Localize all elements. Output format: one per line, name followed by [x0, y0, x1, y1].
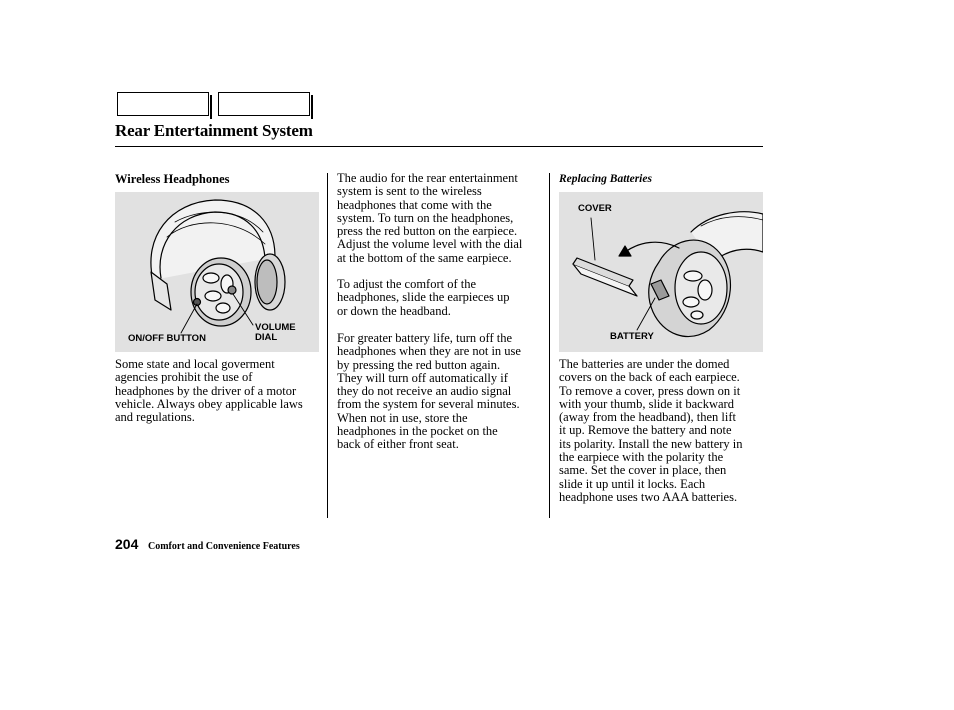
text-line: the earpiece with the polarity the [559, 450, 724, 465]
text-line: To adjust the comfort of the [337, 277, 477, 291]
text-line: or down the headband. [337, 303, 451, 318]
text-line: vehicle. Always obey applicable laws [115, 396, 303, 411]
text-line: covers on the back of each earpiece. [559, 370, 740, 385]
battery-label: BATTERY [610, 331, 654, 342]
title-rule [115, 146, 763, 147]
text-line: headphones that come with the [337, 197, 492, 212]
text-line: The batteries are under the domed [559, 357, 730, 371]
text-line: The audio for the rear entertainment [337, 171, 518, 185]
page-title: Rear Entertainment System [115, 121, 313, 140]
battery-figure [559, 192, 763, 352]
battery-illustration [559, 192, 763, 352]
column-divider-2 [549, 173, 550, 518]
text-line: back of either front seat. [337, 437, 459, 452]
headphones-figure [115, 192, 319, 352]
text-line: slide it up until it locks. Each [559, 476, 706, 491]
text-line: agencies prohibit the use of [115, 370, 253, 385]
audio-paragraph [337, 172, 522, 265]
text-line: They will turn off automatically if [337, 370, 508, 385]
replacing-batteries-heading: Replacing Batteries [559, 173, 652, 185]
text-line: it up. Remove the battery and note [559, 423, 732, 438]
text-line: headphones by the driver of a motor [115, 383, 297, 398]
page-number: 204 [115, 536, 139, 552]
text-line: they do not receive an audio signal [337, 384, 512, 399]
text-line: its polarity. Install the new battery in [559, 436, 743, 451]
text-line: When not in use, store the [337, 410, 468, 425]
text-line: system. To turn on the headphones, [337, 210, 514, 225]
text-line: To remove a cover, press down on it [559, 383, 741, 398]
wireless-headphones-heading: Wireless Headphones [115, 172, 230, 186]
column-divider-1 [327, 173, 328, 518]
text-line: at the bottom of the same earpiece. [337, 250, 512, 265]
text-line: and regulations. [115, 410, 195, 425]
text-line: from the system for several minutes. [337, 397, 520, 412]
text-line: with your thumb, slide it backward [559, 396, 734, 411]
text-line: Adjust the volume level with the dial [337, 237, 523, 252]
on-off-button-label: ON/OFF BUTTON [128, 333, 206, 344]
text-line: headphones, slide the earpieces up [337, 290, 510, 305]
text-line: headphones in the pocket on the [337, 424, 498, 439]
text-line: (away from the headband), then lift [559, 410, 737, 425]
replacing-batteries-paragraph [559, 358, 743, 504]
cover-label: COVER [578, 203, 612, 214]
text-line: For greater battery life, turn off the [337, 331, 513, 345]
footer-section-title: Comfort and Convenience Features [148, 541, 300, 552]
text-line: same. Set the cover in place, then [559, 463, 727, 478]
text-line: press the red button on the earpiece. [337, 224, 518, 239]
volume-dial-label-1: VOLUME [255, 322, 296, 333]
text-line: Some state and local goverment [115, 357, 275, 371]
text-line: by pressing the red button again. [337, 357, 501, 372]
section-tab-1 [117, 92, 209, 116]
battery-life-paragraph [337, 332, 521, 452]
driver-warning-paragraph [115, 358, 303, 424]
text-line: system is sent to the wireless [337, 184, 482, 199]
comfort-paragraph [337, 278, 510, 318]
volume-dial-label-2: DIAL [255, 332, 278, 343]
text-line: headphones when they are not in use [337, 344, 521, 359]
section-tab-2 [218, 92, 310, 116]
text-line: headphone uses two AAA batteries. [559, 489, 738, 504]
